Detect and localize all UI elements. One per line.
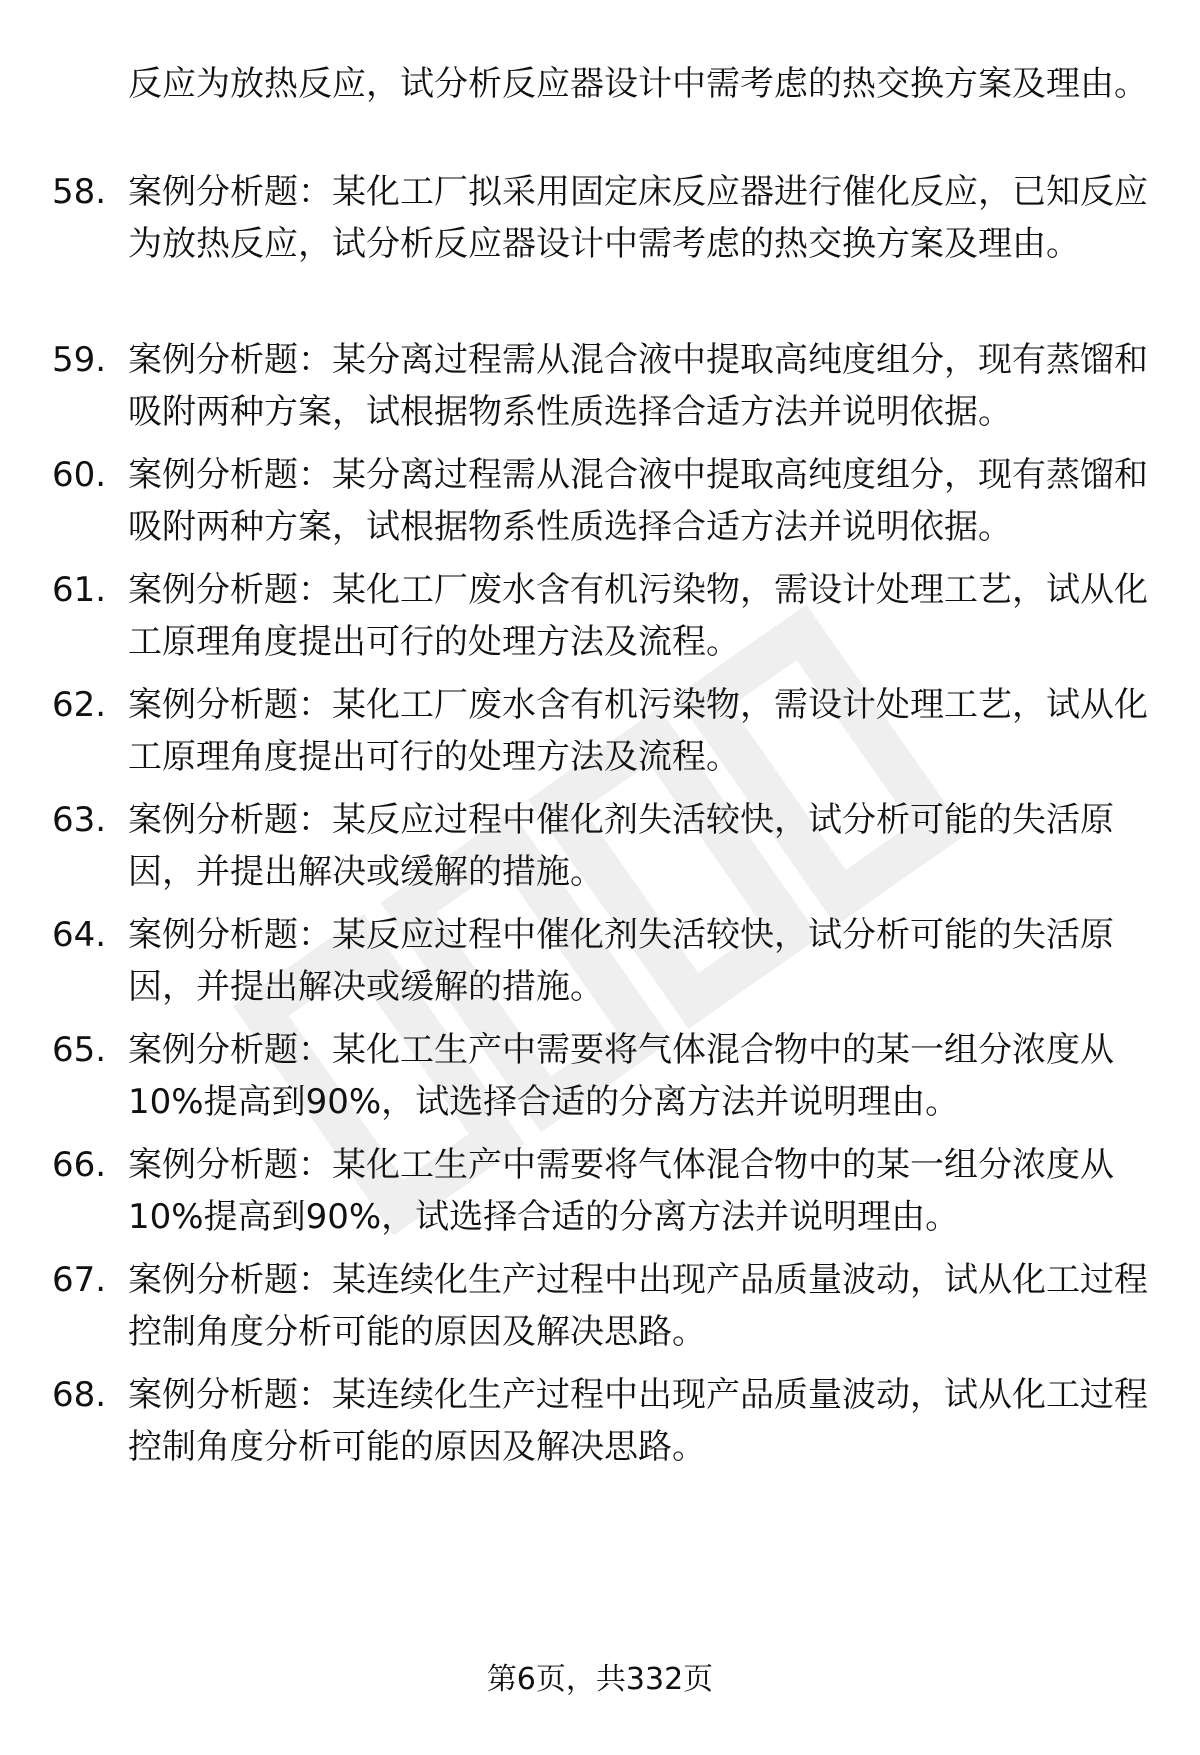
question-text: 案例分析题：某反应过程中催化剂失活较快，试分析可能的失活原因，并提出解决或缓解的措施。 <box>128 915 1114 1007</box>
question-number: 68. <box>52 1375 107 1415</box>
question-number: 61. <box>52 570 107 610</box>
question-number: 67. <box>52 1260 107 1300</box>
page-footer: 第6页，共332页 <box>486 1662 714 1697</box>
question-text: 案例分析题：某分离过程需从混合液中提取高纯度组分，现有蒸馏和吸附两种方案，试根据物系性质选择合适方法并说明依据。 <box>128 455 1148 547</box>
question-text: 案例分析题：某连续化生产过程中出现产品质量波动，试从化工过程控制角度分析可能的原因及解决思路。 <box>128 1260 1148 1352</box>
question-number: 60. <box>52 455 107 495</box>
question-number: 58. <box>52 172 107 212</box>
question-number: 59. <box>52 340 107 380</box>
question-text: 案例分析题：某化工生产中需要将气体混合物中的某一组分浓度从10%提高到90%，试选择合适的分离方法并说明理由。 <box>128 1030 1114 1122</box>
question-text: 案例分析题：某反应过程中催化剂失活较快，试分析可能的失活原因，并提出解决或缓解的措施。 <box>128 800 1114 892</box>
question-text: 案例分析题：某连续化生产过程中出现产品质量波动，试从化工过程控制角度分析可能的原因及解决思路。 <box>128 1375 1148 1467</box>
question-number: 64. <box>52 915 107 955</box>
question-text: 案例分析题：某化工厂废水含有机污染物，需设计处理工艺，试从化工原理角度提出可行的处理方法及流程。 <box>128 685 1148 777</box>
question-continuation: 反应为放热反应，试分析反应器设计中需考虑的热交换方案及理由。 <box>128 64 1148 104</box>
question-number: 63. <box>52 800 107 840</box>
question-text: 案例分析题：某化工生产中需要将气体混合物中的某一组分浓度从10%提高到90%，试选择合适的分离方法并说明理由。 <box>128 1145 1114 1237</box>
question-text: 案例分析题：某化工厂拟采用固定床反应器进行催化反应，已知反应为放热反应，试分析反应器设计中需考虑的热交换方案及理由。 <box>128 172 1148 264</box>
question-number: 62. <box>52 685 107 725</box>
question-text: 案例分析题：某分离过程需从混合液中提取高纯度组分，现有蒸馏和吸附两种方案，试根据物系性质选择合适方法并说明依据。 <box>128 340 1148 432</box>
question-number: 66. <box>52 1145 107 1185</box>
question-text: 案例分析题：某化工厂废水含有机污染物，需设计处理工艺，试从化工原理角度提出可行的处理方法及流程。 <box>128 570 1148 662</box>
question-number: 65. <box>52 1030 107 1070</box>
